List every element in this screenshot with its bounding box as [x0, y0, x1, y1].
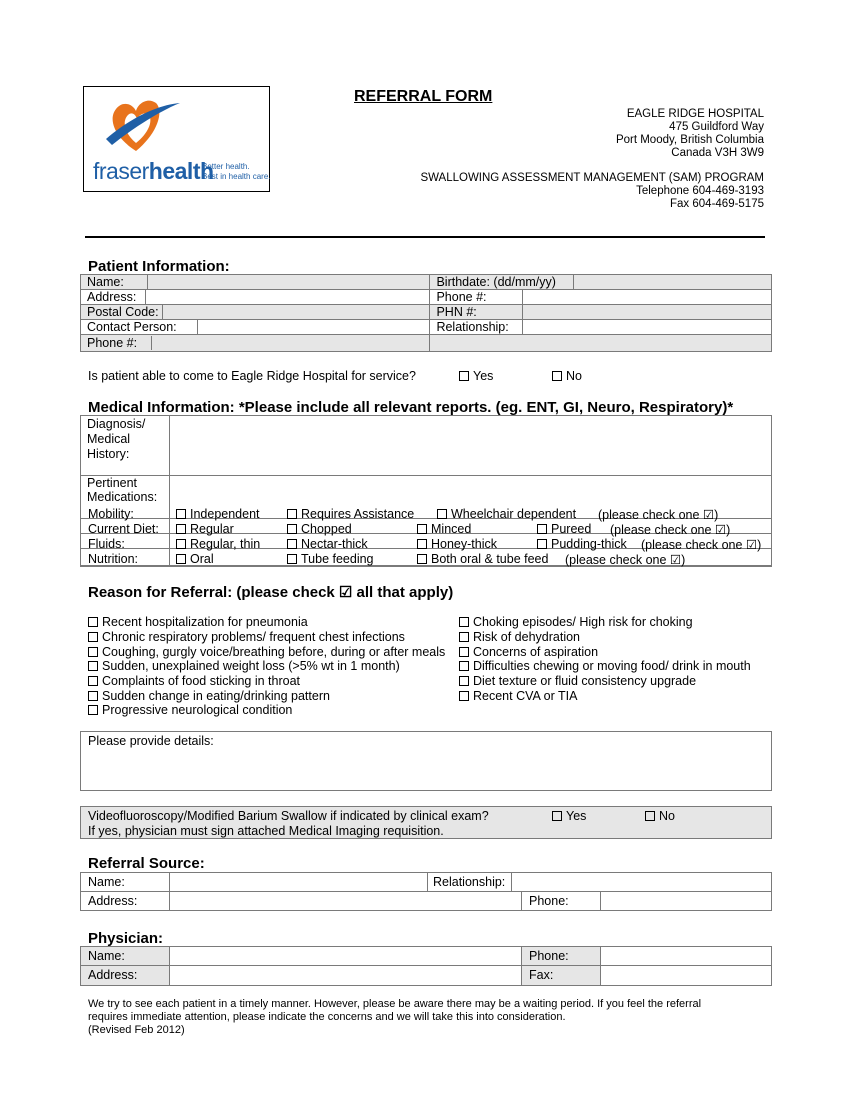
vfss-box	[80, 806, 772, 839]
diet-pureed-checkbox[interactable]: Pureed	[537, 522, 591, 536]
nutrition-both-checkbox[interactable]: Both oral & tube feed	[417, 552, 548, 566]
hospital-address: EAGLE RIDGE HOSPITAL 475 Guildford Way Port Moody, British Columbia Canada V3H 3W9	[615, 108, 764, 159]
reason-item[interactable]: Coughing, gurgly voice/breathing before, during or after meals	[88, 645, 445, 659]
footer-note: We try to see each patient in a timely manner. However, please be aware there may be a waiting period. If you feel the referral requires immediate attention, please indicate the concerns and we will take this into consideration. (Revised Feb 2012)	[88, 998, 702, 1036]
contact-person-field[interactable]: Contact Person:	[81, 320, 430, 335]
physician-name-input[interactable]	[171, 948, 519, 964]
postal-code-field[interactable]: Postal Code:	[81, 305, 430, 320]
program-contact: SWALLOWING ASSESSMENT MANAGEMENT (SAM) PROGRAM Telephone 604-469-3193 Fax 604-469-5175	[420, 172, 764, 210]
diet-regular-checkbox[interactable]: Regular	[176, 522, 234, 536]
patient-address-field[interactable]: Address:	[81, 290, 430, 305]
medical-heading: Medical Information: *Please include all relevant reports. (eg. ENT, GI, Neuro, Respiratory)*	[88, 399, 734, 416]
vfss-no-checkbox[interactable]: No	[645, 809, 675, 823]
fluids-thin-checkbox[interactable]: Regular, thin	[176, 537, 260, 551]
vfss-note: If yes, physician must sign attached Medical Imaging requisition.	[88, 824, 444, 838]
source-relationship-input[interactable]	[513, 874, 769, 890]
details-label: Please provide details:	[88, 734, 214, 748]
physician-fax-label: Fax:	[529, 968, 554, 982]
patient-table	[80, 274, 772, 352]
reason-item[interactable]: Difficulties chewing or moving food/ drink in mouth	[459, 659, 751, 673]
medications-input[interactable]	[171, 476, 769, 504]
diet-note: (please check one ☑)	[610, 523, 731, 537]
diet-minced-checkbox[interactable]: Minced	[417, 522, 471, 536]
nutrition-oral-checkbox[interactable]: Oral	[176, 552, 214, 566]
access-no-checkbox[interactable]: No	[552, 369, 582, 383]
mobility-note: (please check one ☑)	[598, 508, 719, 522]
physician-phone-label: Phone:	[529, 949, 569, 963]
access-yes-checkbox[interactable]: Yes	[459, 369, 493, 383]
brand-tagline: Better health. Best in health care.	[202, 162, 271, 181]
patient-phone-field[interactable]: Phone #:	[430, 290, 772, 305]
mobility-label: Mobility:	[88, 507, 134, 521]
nutrition-note: (please check one ☑)	[565, 553, 686, 567]
source-address-label: Address:	[88, 894, 138, 908]
reason-item[interactable]: Chronic respiratory problems/ frequent chest infections	[88, 630, 405, 644]
reason-item[interactable]: Recent CVA or TIA	[459, 689, 577, 703]
diagnosis-input[interactable]	[171, 417, 769, 474]
source-phone-label: Phone:	[529, 894, 569, 908]
patient-heading: Patient Information:	[88, 258, 230, 275]
physician-name-label: Name:	[88, 949, 125, 963]
reason-heading: Reason for Referral: (please check ☑ all that apply)	[88, 584, 454, 601]
details-textarea[interactable]	[80, 731, 772, 791]
reason-item[interactable]: Sudden, unexplained weight loss (>5% wt in 1 month)	[88, 659, 400, 673]
physician-address-input[interactable]	[171, 967, 519, 983]
source-name-input[interactable]	[171, 874, 425, 890]
reason-item[interactable]: Sudden change in eating/drinking pattern	[88, 689, 330, 703]
referral-source-heading: Referral Source:	[88, 855, 205, 872]
reason-item[interactable]: Choking episodes/ High risk for choking	[459, 615, 693, 629]
brand-name: fraserhealth	[93, 158, 214, 184]
fluids-note: (please check one ☑)	[641, 538, 762, 552]
contact-phone-field[interactable]: Phone #:	[81, 335, 430, 352]
nutrition-label: Nutrition:	[88, 552, 139, 566]
mobility-wheelchair-checkbox[interactable]: Wheelchair dependent	[437, 507, 576, 521]
physician-address-label: Address:	[88, 968, 138, 982]
page-title: REFERRAL FORM	[354, 88, 493, 105]
nutrition-tube-checkbox[interactable]: Tube feeding	[287, 552, 374, 566]
source-relationship-label: Relationship:	[433, 875, 506, 889]
reason-item[interactable]: Concerns of aspiration	[459, 645, 598, 659]
reason-item[interactable]: Diet texture or fluid consistency upgrade	[459, 674, 696, 688]
relationship-field[interactable]: Relationship:	[430, 320, 772, 335]
fraserhealth-logo	[83, 86, 270, 192]
heart-logo-icon	[104, 93, 184, 159]
mobility-independent-checkbox[interactable]: Independent	[176, 507, 260, 521]
fluids-pudding-checkbox[interactable]: Pudding-thick	[537, 537, 627, 551]
diagnosis-label: Diagnosis/ Medical History:	[87, 417, 146, 461]
vfss-yes-checkbox[interactable]: Yes	[552, 809, 586, 823]
physician-fax-input[interactable]	[602, 967, 769, 983]
diet-chopped-checkbox[interactable]: Chopped	[287, 522, 352, 536]
divider	[85, 236, 765, 238]
fluids-label: Fluids:	[88, 537, 125, 551]
source-name-label: Name:	[88, 875, 125, 889]
physician-table	[80, 946, 772, 986]
reason-item[interactable]: Complaints of food sticking in throat	[88, 674, 300, 688]
vfss-question: Videofluoroscopy/Modified Barium Swallow if indicated by clinical exam?	[88, 809, 489, 823]
access-question: Is patient able to come to Eagle Ridge Hospital for service?	[88, 369, 416, 383]
diet-label: Current Diet:	[88, 522, 159, 536]
physician-phone-input[interactable]	[602, 948, 769, 964]
phn-field[interactable]: PHN #:	[430, 305, 772, 320]
source-address-input[interactable]	[171, 893, 519, 909]
mobility-assistance-checkbox[interactable]: Requires Assistance	[287, 507, 414, 521]
patient-name-field[interactable]: Name:	[81, 275, 430, 290]
physician-heading: Physician:	[88, 930, 164, 947]
fluids-honey-checkbox[interactable]: Honey-thick	[417, 537, 497, 551]
reason-item[interactable]: Risk of dehydration	[459, 630, 580, 644]
birthdate-field[interactable]: Birthdate: (dd/mm/yy)	[430, 275, 772, 290]
medications-label: Pertinent Medications:	[87, 476, 158, 504]
reason-item[interactable]: Progressive neurological condition	[88, 703, 292, 717]
fluids-nectar-checkbox[interactable]: Nectar-thick	[287, 537, 368, 551]
source-phone-input[interactable]	[602, 893, 769, 909]
reason-item[interactable]: Recent hospitalization for pneumonia	[88, 615, 308, 629]
referral-source-table	[80, 872, 772, 911]
